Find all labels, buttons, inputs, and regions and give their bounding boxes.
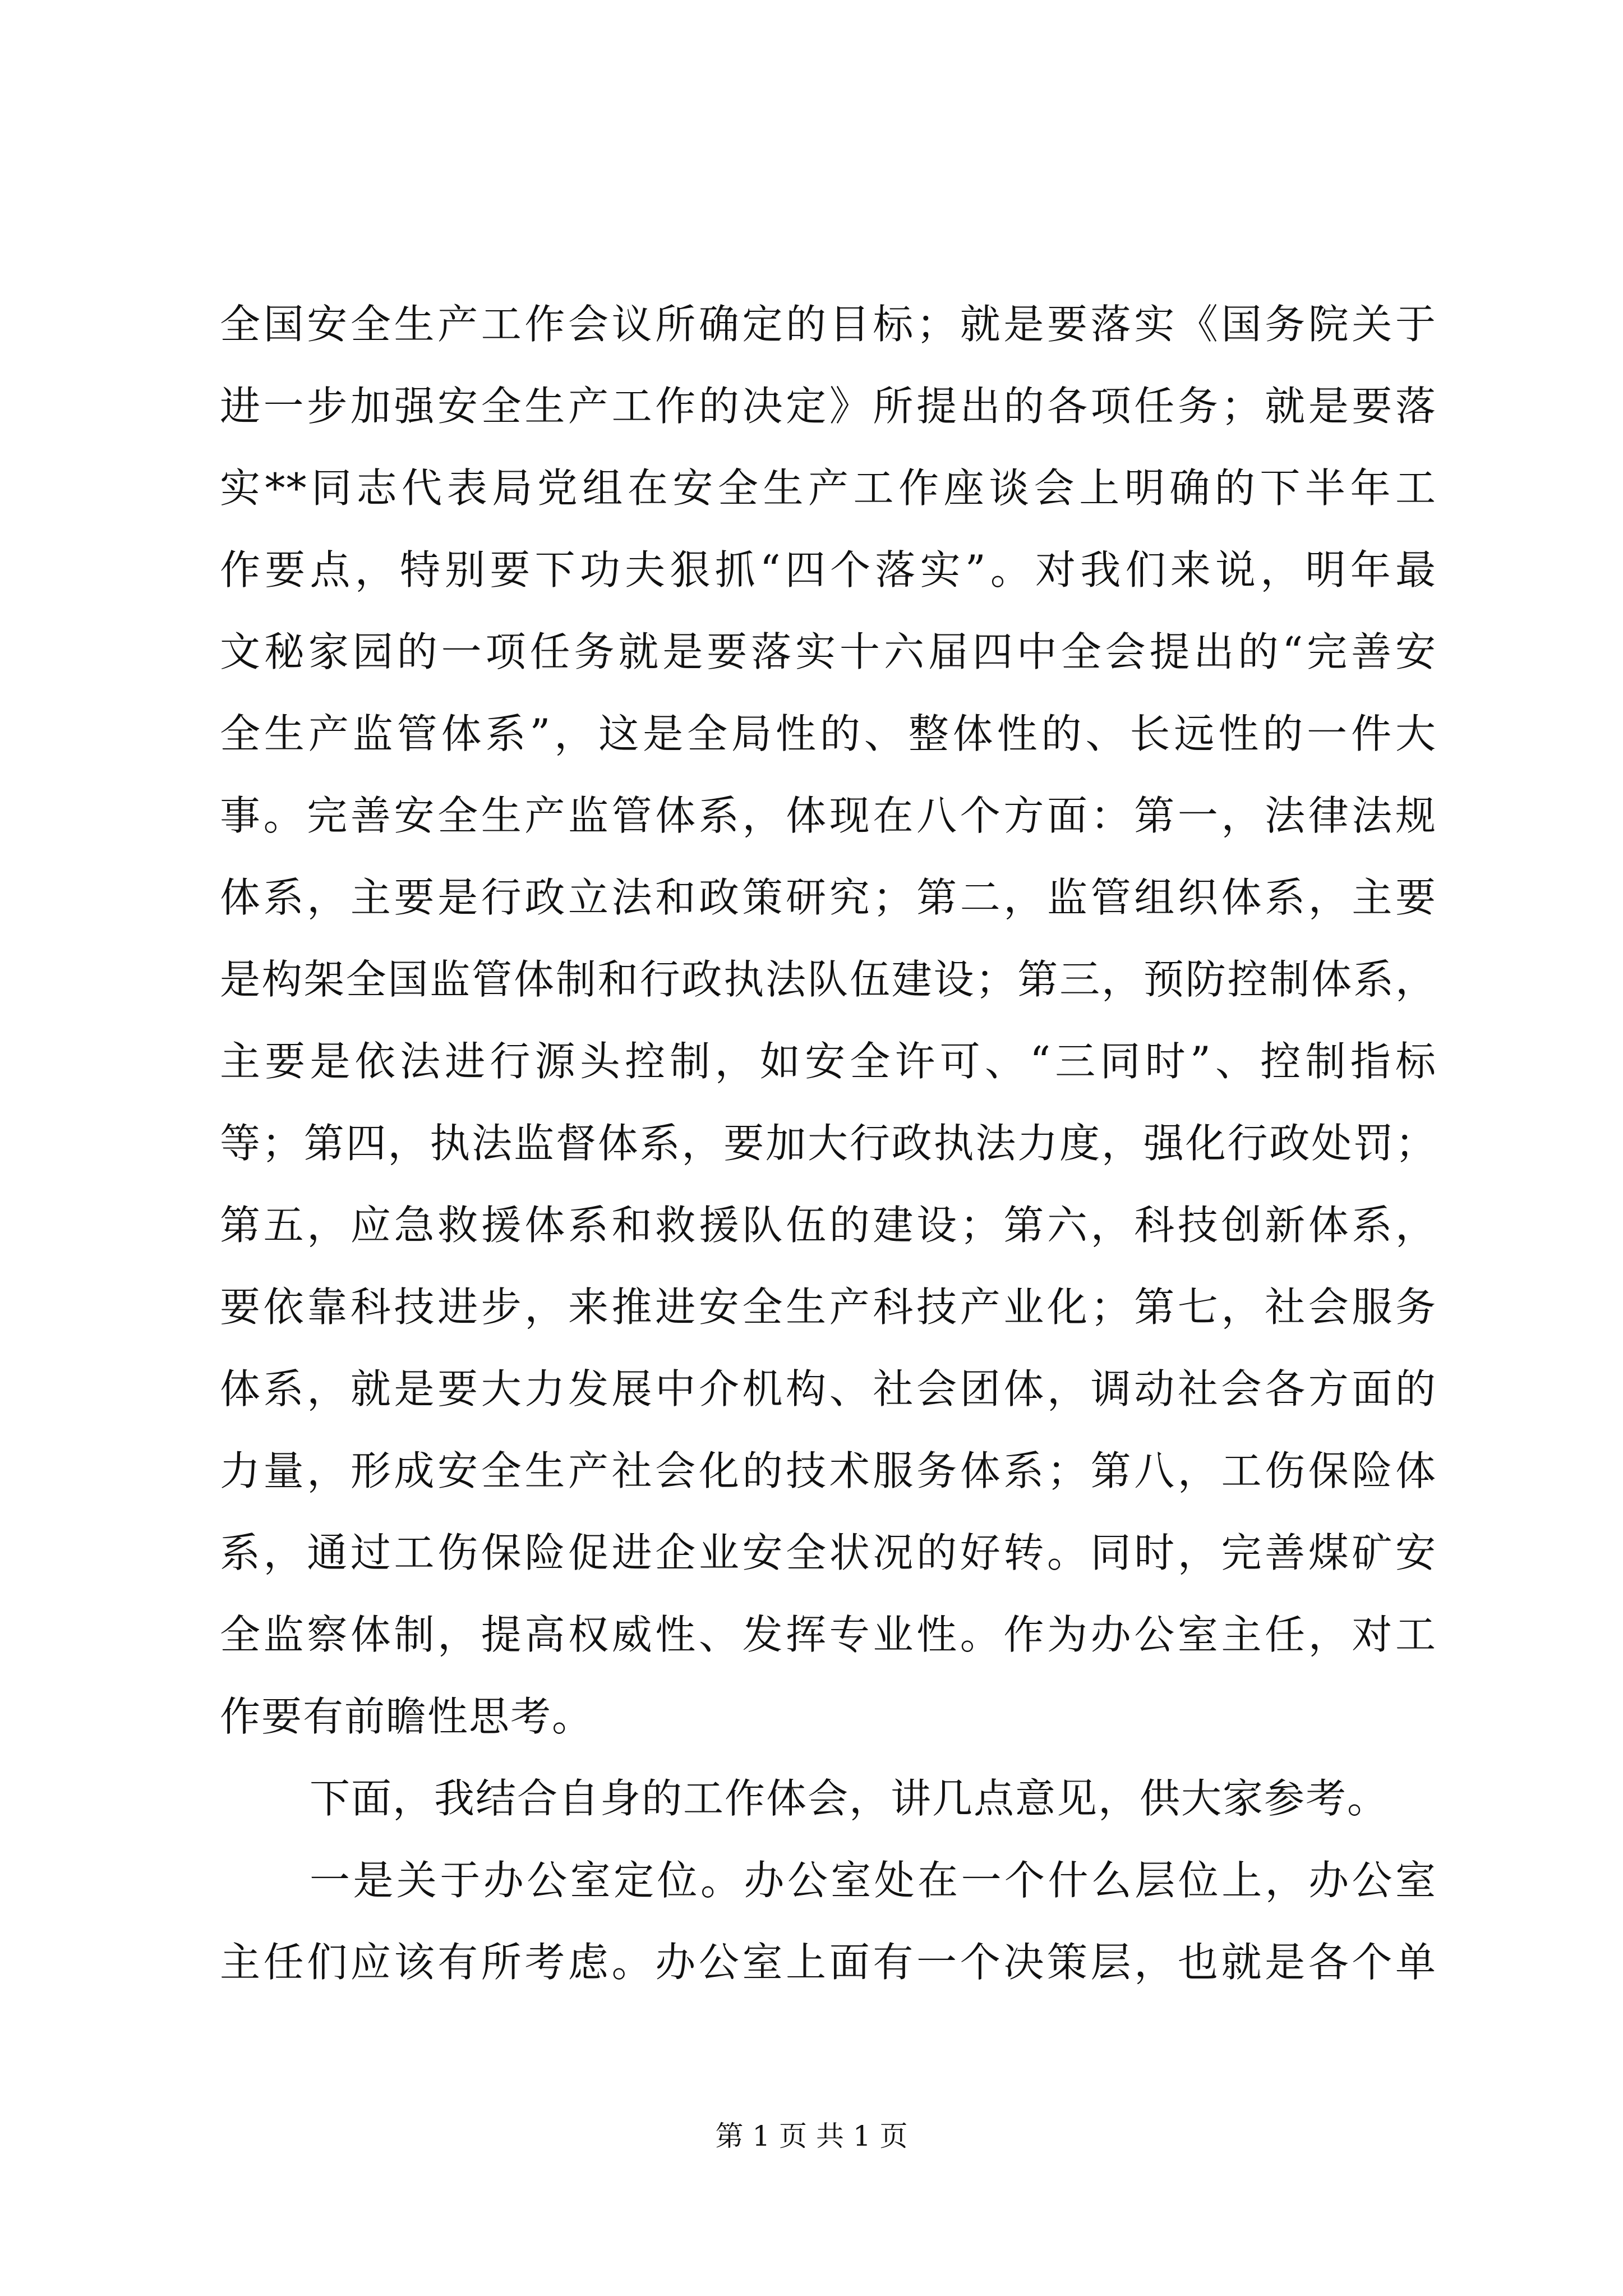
text-line: 进一步加强安全生产工作的决定》所提出的各项任务；就是要落 — [220, 383, 1437, 430]
text-line: 文秘家园的一项任务就是要落实十六届四中全会提出的“完善安 — [220, 628, 1437, 675]
text-line: 力量，形成安全生产社会化的技术服务体系；第八，工伤保险体 — [220, 1447, 1437, 1494]
text-line: 全生产监管体系”，这是全局性的、整体性的、长远性的一件大 — [220, 710, 1437, 757]
text-line: 体系，就是要大力发展中介机构、社会团体，调动社会各方面的 — [220, 1365, 1437, 1412]
text-line: 主要是依法进行源头控制，如安全许可、“三同时”、控制指标 — [220, 1038, 1437, 1085]
text-line: 实**同志代表局党组在安全生产工作座谈会上明确的下半年工 — [220, 464, 1437, 512]
text-line: 作要点，特别要下功夫狠抓“四个落实”。对我们来说，明年最 — [220, 546, 1437, 593]
text-line: 体系，主要是行政立法和政策研究；第二，监管组织体系，主要 — [220, 874, 1437, 921]
document-body — [220, 283, 1437, 2003]
text-line: 等；第四，执法监督体系，要加大行政执法力度，强化行政处罚； — [220, 1120, 1437, 1167]
page-footer: 第 1 页 共 1 页 — [715, 2120, 908, 2152]
text-line: 全监察体制，提高权威性、发挥专业性。作为办公室主任，对工 — [220, 1611, 1437, 1658]
text-line: 作要有前瞻性思考。 — [220, 1693, 594, 1740]
text-line: 事。完善安全生产监管体系，体现在八个方面：第一，法律法规 — [220, 792, 1437, 839]
text-line: 是构架全国监管体制和行政执法队伍建设；第三，预防控制体系， — [220, 956, 1437, 1003]
text-line: 一是关于办公室定位。办公室处在一个什么层位上，办公室 — [310, 1857, 1437, 1904]
text-line: 要依靠科技进步，来推进安全生产科技产业化；第七，社会服务 — [220, 1283, 1437, 1331]
text-line: 第五，应急救援体系和救援队伍的建设；第六，科技创新体系， — [220, 1202, 1437, 1249]
text-line: 主任们应该有所考虑。办公室上面有一个决策层，也就是各个单 — [220, 1939, 1437, 1986]
text-line: 全国安全生产工作会议所确定的目标；就是要落实《国务院关于 — [220, 301, 1437, 348]
text-line: 下面，我结合自身的工作体会，讲几点意见，供大家参考。 — [310, 1775, 1389, 1822]
text-line: 系，通过工伤保险促进企业安全状况的好转。同时，完善煤矿安 — [220, 1529, 1437, 1576]
